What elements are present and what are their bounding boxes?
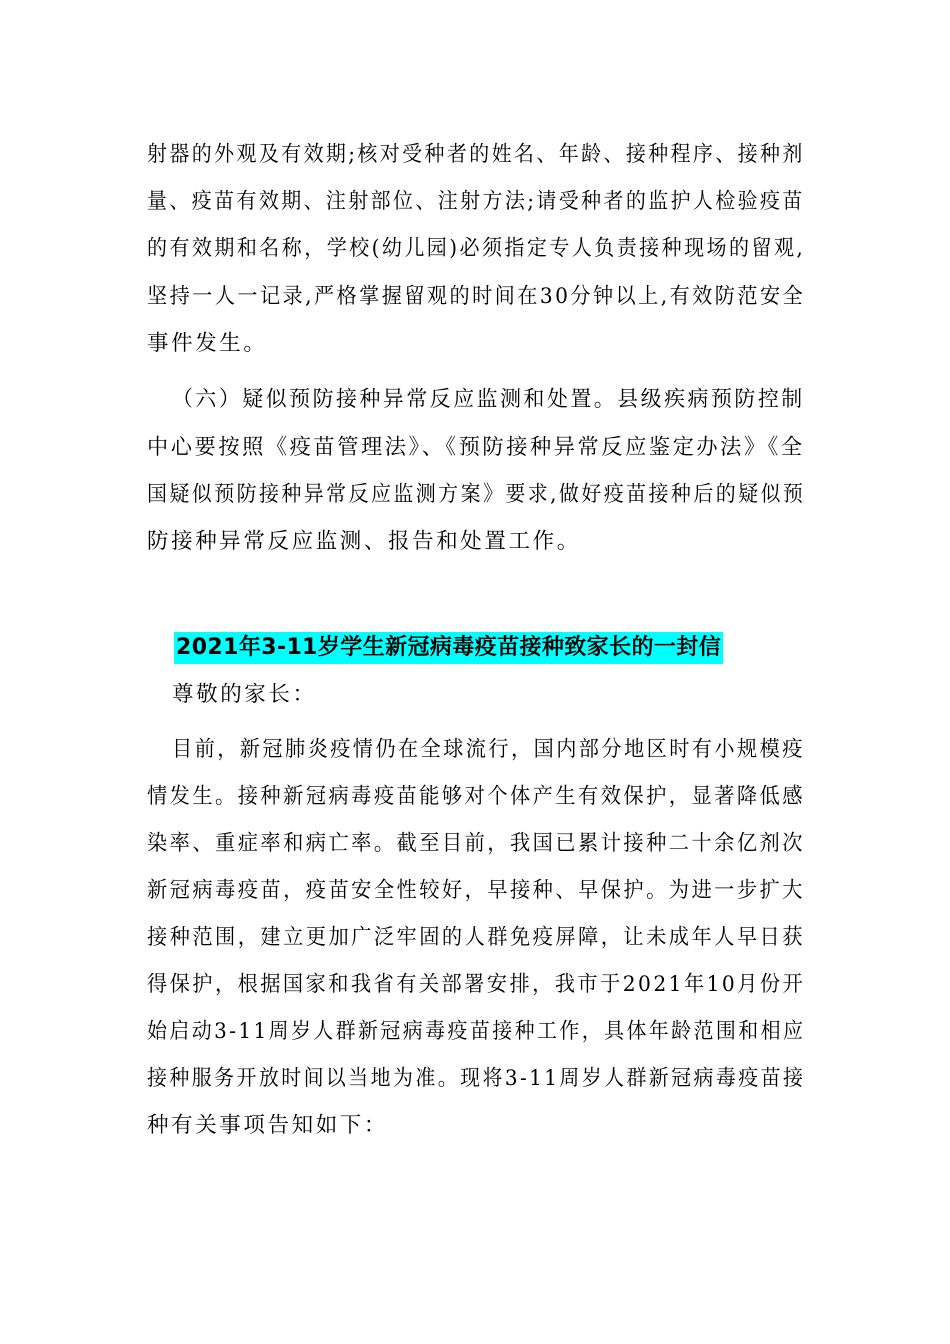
body-text-line: 的有效期和名称，学校(幼儿园)必须指定专人负责接种现场的留观,	[147, 236, 806, 261]
letter-title: 2021年3-11岁学生新冠病毒疫苗接种致家长的一封信	[174, 632, 723, 664]
letter-body-line: 得保护，根据国家和我省有关部署安排，我市于2021年10月份开	[147, 972, 806, 997]
body-text-line: 防接种异常反应监测、报告和处置工作。	[147, 529, 581, 554]
body-text-line: 量、疫苗有效期、注射部位、注射方法;请受种者的监护人检验疫苗	[147, 189, 805, 214]
body-text-line: 坚持一人一记录,严格掌握留观的时间在30分钟以上,有效防范安全	[147, 284, 806, 309]
letter-body-line: 目前，新冠肺炎疫情仍在全球流行，国内部分地区时有小规模疫	[172, 737, 805, 762]
letter-body-line: 接种范围，建立更加广泛牢固的人群免疫屏障，让未成年人早日获	[147, 925, 805, 950]
body-text-line: 射器的外观及有效期;核对受种者的姓名、年龄、接种程序、接种剂	[147, 142, 805, 167]
section-six-first-line: （六）疑似预防接种异常反应监测和处置。县级疾病预防控制	[172, 387, 805, 412]
body-text-line: 国疑似预防接种异常反应监测方案》要求,做好疫苗接种后的疑似预	[147, 482, 806, 507]
letter-greeting: 尊敬的家长：	[172, 682, 317, 707]
letter-body-line: 新冠病毒疫苗，疫苗安全性较好，早接种、早保护。为进一步扩大	[147, 878, 805, 903]
body-text-line: 事件发生。	[147, 331, 268, 356]
letter-body-line: 始启动3-11周岁人群新冠病毒疫苗接种工作，具体年龄范围和相应	[147, 1019, 806, 1044]
letter-body-line: 种有关事项告知如下：	[147, 1113, 389, 1138]
letter-body-line: 接种服务开放时间以当地为准。现将3-11周岁人群新冠病毒疫苗接	[147, 1066, 806, 1091]
body-text-line: 中心要按照《疫苗管理法》、《预防接种异常反应鉴定办法》《全	[147, 435, 805, 460]
letter-body-line: 染率、重症率和病亡率。截至目前，我国已累计接种二十余亿剂次	[147, 831, 805, 856]
letter-body-line: 情发生。接种新冠病毒疫苗能够对个体产生有效保护，显著降低感	[147, 784, 805, 809]
